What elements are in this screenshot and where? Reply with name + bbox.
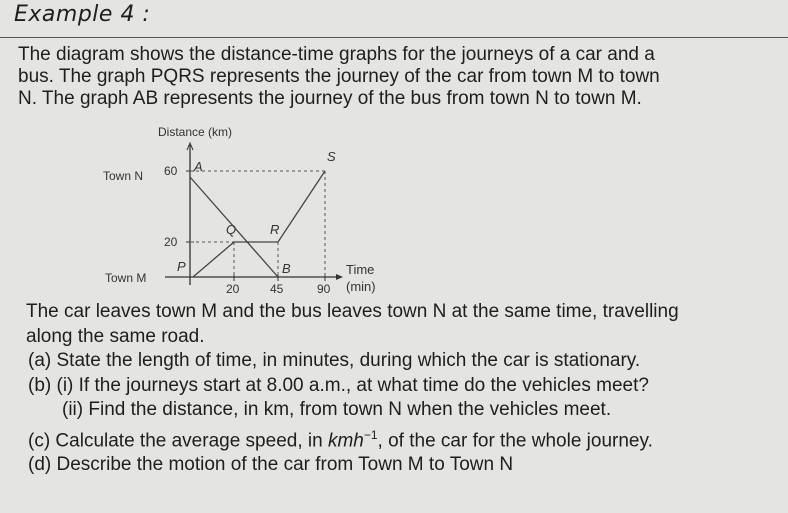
question-c-pre: (c) Calculate the average speed, in	[28, 429, 328, 451]
point-label-p: P	[177, 259, 186, 274]
point-label-q: Q	[226, 222, 237, 237]
lead-line: The car leaves town M and the bus leaves town N at the same time, travelling	[26, 301, 679, 322]
example-heading: Example 4 :	[14, 2, 151, 27]
question-b-ii: (ii) Find the distance, in km, from town N when the vehicles meet.	[62, 399, 612, 420]
unit-exponent: −1	[363, 427, 378, 442]
x-tick-label: 45	[270, 282, 284, 296]
x-axis-unit: (min)	[346, 279, 376, 294]
x-axis-label: Time	[346, 262, 375, 277]
point-label-a: A	[194, 159, 203, 174]
questions	[26, 300, 786, 478]
y-tick-label: 20	[164, 235, 178, 249]
point-label-s: S	[327, 149, 336, 164]
question-a: (a) State the length of time, in minutes, during which the car is stationary.	[28, 350, 641, 371]
point-label-r: R	[270, 222, 280, 237]
car-graph-line	[193, 171, 325, 277]
question-d: (d) Describe the motion of the car from Town M to Town N	[28, 454, 514, 476]
town-n-label: Town N	[103, 169, 144, 183]
question-b-i: (b) (i) If the journeys start at 8.00 a.m., at what time do the vehicles meet?	[28, 374, 649, 396]
unit: kmh	[327, 429, 364, 451]
intro-line: The diagram shows the distance-time graphs for the journeys of a car and a	[18, 44, 655, 65]
question-c	[26, 423, 786, 454]
intro-line: N. The graph AB represents the journey of the bus from town N to town M.	[18, 88, 642, 109]
town-m-label: Town M	[105, 271, 147, 285]
question-c-post: , of the car for the whole journey.	[377, 429, 653, 451]
y-tick-label: 60	[164, 164, 178, 178]
y-axis-label: Distance (km)	[158, 125, 233, 139]
intro-line: bus. The graph PQRS represents the journey of the car from town M to town	[18, 66, 660, 87]
x-tick-label: 90	[317, 282, 331, 296]
x-tick-label: 20	[226, 282, 240, 296]
x-axis-arrow-icon	[336, 274, 343, 280]
point-label-b: B	[282, 261, 291, 276]
lead-line: along the same road.	[26, 325, 205, 347]
